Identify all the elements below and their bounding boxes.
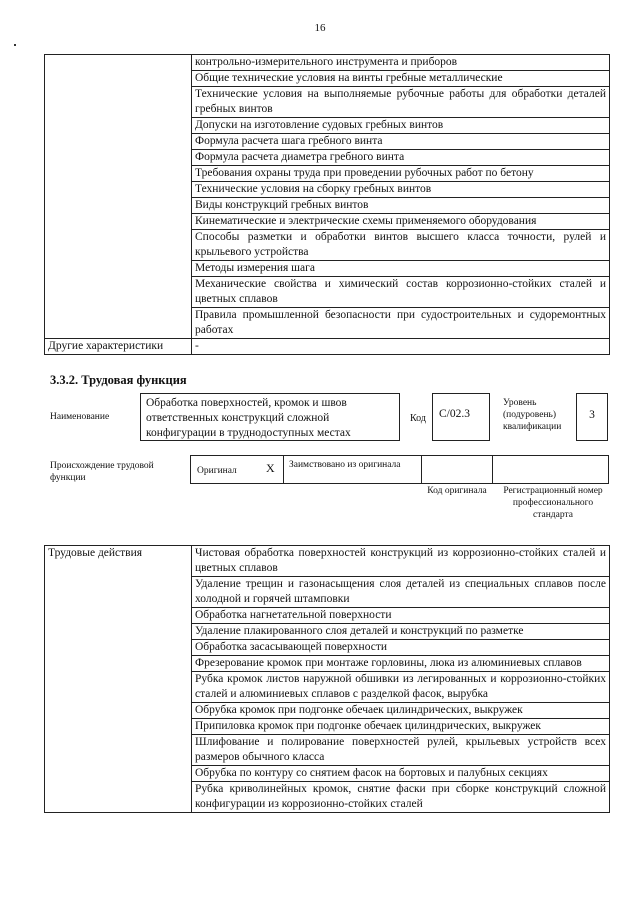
table-row	[45, 546, 610, 577]
table-cell: Фрезерование кромок при монтаже горловины, люка из алюминиевых сплавов	[192, 656, 610, 672]
original-cell	[190, 455, 284, 484]
other-characteristics-label: Другие характеристики	[45, 339, 192, 355]
origin-label: Происхождение трудовой функции	[50, 461, 154, 483]
table-cell: контрольно-измерительного инструмента и приборов	[192, 55, 610, 71]
table-cell: Способы разметки и обработки винтов высшего класса точности, рулей и крыльевого устройства	[192, 230, 610, 261]
table-cell: Виды конструкций гребных винтов	[192, 198, 610, 214]
scan-dot	[14, 44, 16, 46]
table-cell: Рубка криволинейных кромок, снятие фаски при сборке конструкций сложной конфигурации из коррозионно-стойких сталей	[192, 782, 610, 813]
table-row	[45, 339, 610, 355]
table-cell: Механические свойства и химический состав коррозионно-стойких сталей и цветных сплавов	[192, 277, 610, 308]
section-title: 3.3.2. Трудовая функция	[50, 373, 187, 387]
table-row	[45, 55, 610, 71]
labour-actions-label: Трудовые действия	[45, 546, 192, 813]
table-cell: Обработка засасывающей поверхности	[192, 640, 610, 656]
original-mark: X	[266, 461, 275, 475]
table-cell: Формула расчета диаметра гребного винта	[192, 150, 610, 166]
table-cell: Обработка нагнетательной поверхности	[192, 608, 610, 624]
table-cell: Требования охраны труда при проведении рубочных работ по бетону	[192, 166, 610, 182]
table-cell: Удаление трещин и газонасыщения слоя деталей из специальных сплавов после холодной и горячей штамповки	[192, 577, 610, 608]
table-cell: Технические условия на сборку гребных винтов	[192, 182, 610, 198]
knowledge-table	[44, 54, 610, 355]
borrowed-cell	[283, 455, 421, 484]
code-value-box: C/02.3	[432, 393, 490, 441]
table-cell: Обрубка по контуру со снятием фасок на бортовых и палубных секциях	[192, 766, 610, 782]
table-cell: Чистовая обработка поверхностей конструкций из коррозионно-стойких сталей и цветных сплавов	[192, 546, 610, 577]
function-name-box: Обработка поверхностей, кромок и швов ответственных конструкций сложной конфигурации в труднодоступных местах	[140, 393, 400, 441]
level-label: Уровень (подуровень) квалификации	[503, 398, 562, 432]
registration-number-cell	[492, 455, 609, 484]
table-cell: Правила промышленной безопасности при судостроительных и судоремонтных работах	[192, 308, 610, 339]
original-label: Оригинал	[197, 466, 237, 476]
table-cell: Припиловка кромок при подгонке обечаек цилиндрических, выкружек	[192, 719, 610, 735]
origin-row	[190, 455, 609, 484]
table-cell: Кинематические и электрические схемы применяемого оборудования	[192, 214, 610, 230]
table-cell: Допуски на изготовление судовых гребных винтов	[192, 118, 610, 134]
table-label-cell	[45, 55, 192, 339]
borrowed-label: Заимствовано из оригинала	[289, 460, 401, 470]
page-number: 16	[314, 22, 326, 34]
table-cell: Обрубка кромок при подгонке обечаек цилиндрических, выкружек	[192, 703, 610, 719]
table-cell: Удаление плакированного слоя деталей и конструкций по разметке	[192, 624, 610, 640]
original-code-cell	[421, 455, 493, 484]
table-cell: Формула расчета шага гребного винта	[192, 134, 610, 150]
registration-number-caption: Регистрационный номер профессионального стандарта	[503, 486, 603, 520]
table-cell: Методы измерения шага	[192, 261, 610, 277]
code-label: Код	[410, 413, 426, 424]
table-cell: Общие технические условия на винты гребные металлические	[192, 71, 610, 87]
labour-actions-table	[44, 545, 610, 813]
table-cell: Технические условия на выполняемые рубочные работы для обработки деталей гребных винтов	[192, 87, 610, 118]
name-label: Наименование	[50, 412, 110, 422]
table-cell: Шлифование и полирование поверхностей рулей, крыльевых устройств всех размеров обычного класса	[192, 735, 610, 766]
original-code-caption: Код оригинала	[427, 486, 487, 496]
other-characteristics-value: -	[192, 339, 610, 355]
table-cell: Рубка кромок листов наружной обшивки из легированных и коррозионно-стойких сталей и алюминиевых сплавов с разделкой фасок, вырубка	[192, 672, 610, 703]
level-value-box: 3	[576, 393, 608, 441]
